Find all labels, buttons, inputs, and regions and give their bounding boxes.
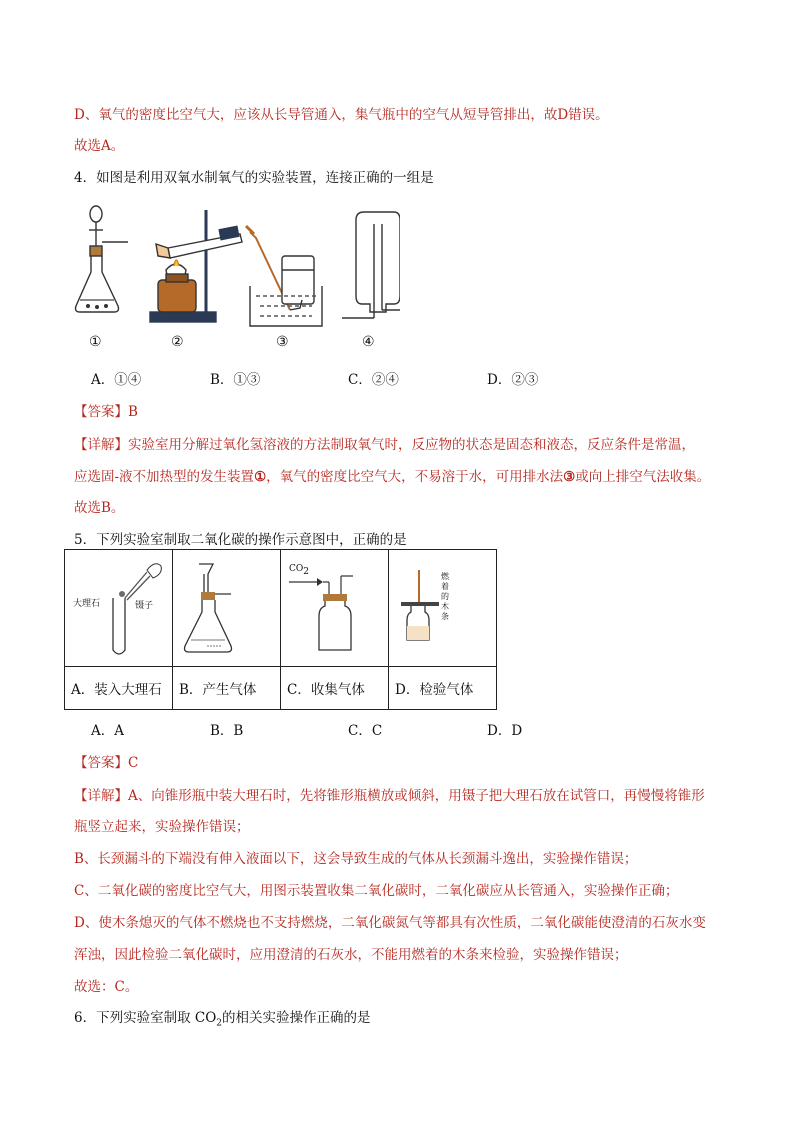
q4-fig-label-4: ④ bbox=[362, 334, 375, 350]
apparatus-1-flask-with-funnel bbox=[76, 206, 129, 312]
q5-choose: 故选：C。 bbox=[74, 979, 139, 995]
q4-stem: 4．如图是利用双氧水制氧气的实验装置，连接正确的一组是 bbox=[74, 170, 434, 186]
prev-answer-d-line: D、氧气的密度比空气大，应该从长导管通入，集气瓶中的空气从短导管排出，故D错误。 bbox=[74, 107, 609, 123]
q5-detail-a1: A、向锥形瓶中装大理石时，先将锥形瓶横放或倾斜，用镊子把大理石放在试管口，再慢慢将锥形 bbox=[128, 788, 705, 804]
q4-detail-text-1: 实验室用分解过氧化氢溶液的方法制取氧气时，反应物的状态是固态和液态，反应条件是常温， bbox=[128, 437, 695, 453]
prev-answer-choose: 故选A。 bbox=[74, 138, 125, 154]
q5-option-d: D．D bbox=[487, 723, 523, 739]
apparatus-4-gas-bottle bbox=[342, 212, 400, 318]
q4-option-b: B．①③ bbox=[210, 372, 261, 388]
q4-answer-tag: 【答案】 bbox=[74, 404, 128, 420]
q4-answer-value: B bbox=[128, 404, 138, 420]
q5-caption-d: D．检验气体 bbox=[389, 667, 497, 710]
q4-option-d: D．②③ bbox=[487, 372, 539, 388]
q4-detail-tag: 【详解】 bbox=[74, 437, 128, 453]
q5-detail-tag: 【详解】 bbox=[74, 788, 128, 804]
q4-detail-text-2a: 应选固-液不加热型的发生装置 bbox=[74, 469, 255, 485]
burning-stick-bottle-icon bbox=[389, 550, 490, 666]
q4-fig-label-1: ① bbox=[89, 334, 102, 350]
q5-cell-b-figure bbox=[173, 550, 281, 667]
co2-label: $CO_2$ bbox=[289, 564, 309, 577]
q4-answer bbox=[74, 400, 138, 420]
tweezers-label: 镊子 bbox=[135, 601, 154, 611]
q4-detail-text-2c: ，氧气的密度比空气大，不易溶于水，可用排水法 bbox=[266, 469, 564, 485]
q5-answer bbox=[74, 751, 138, 771]
funnel-flask-icon bbox=[173, 550, 274, 666]
q5-answer-value: C bbox=[128, 755, 139, 771]
q4-option-c: C．②④ bbox=[348, 372, 399, 388]
apparatus-3-water-collection bbox=[246, 226, 322, 326]
q6-stem-b: 的相关实验操作正确的是 bbox=[222, 1010, 371, 1026]
q4-detail-circle-3: ③ bbox=[563, 469, 576, 485]
q5-cell-a-figure bbox=[65, 550, 173, 667]
q5-cell-c-figure bbox=[281, 550, 389, 667]
apparatus-2-heating-setup bbox=[150, 210, 242, 322]
q4-detail-text-2e: 或向上排空气法收集。 bbox=[575, 469, 711, 485]
q4-option-a: A．①④ bbox=[91, 372, 142, 388]
q4-fig-label-3: ③ bbox=[276, 334, 289, 350]
q6-stem-a: 6．下列实验室制取 CO bbox=[74, 1010, 217, 1026]
q5-detail-line-a1 bbox=[74, 784, 705, 804]
q5-detail-a2: 瓶竖立起来，实验操作错误； bbox=[74, 819, 250, 835]
q5-option-a: A．A bbox=[91, 723, 124, 739]
q5-option-c: C．C bbox=[348, 723, 383, 739]
gas-bottle-arrow-icon bbox=[281, 550, 382, 666]
q5-detail-b: B、长颈漏斗的下端没有伸入液面以下，这会导致生成的气体从长颈漏斗逸出，实验操作错误； bbox=[74, 851, 638, 867]
q6-stem bbox=[74, 1006, 371, 1029]
q4-detail-line-1 bbox=[74, 433, 695, 453]
q5-detail-c: C、二氧化碳的密度比空气大，用图示装置收集二氧化碳时，二氧化碳应从长管通入，实验操作正确； bbox=[74, 883, 679, 899]
q4-choose: 故选B。 bbox=[74, 500, 125, 516]
marble-label: 大理石 bbox=[73, 599, 101, 609]
q4-detail-line-2 bbox=[74, 465, 710, 485]
q6-stem-sub: 2 bbox=[216, 1018, 223, 1029]
q5-answer-tag: 【答案】 bbox=[74, 755, 128, 771]
q5-operations-table bbox=[64, 549, 497, 710]
burning-stick-label: 燃 着 的 木 条 bbox=[441, 572, 449, 621]
q4-fig-label-2: ② bbox=[171, 334, 184, 350]
q5-detail-d1: D、使木条熄灭的气体不燃烧也不支持燃烧，二氧化碳氮气等都具有次性质，二氧化碳能使澄清的石灰水变 bbox=[74, 915, 706, 931]
q4-detail-circle-1: ① bbox=[254, 469, 267, 485]
q5-caption-c: C．收集气体 bbox=[281, 667, 389, 710]
q5-cell-d-figure bbox=[389, 550, 497, 667]
q5-caption-a: A．装入大理石 bbox=[65, 667, 173, 710]
q5-stem: 5．下列实验室制取二氧化碳的操作示意图中，正确的是 bbox=[74, 532, 407, 548]
q5-caption-b: B．产生气体 bbox=[173, 667, 281, 710]
q5-option-b: B．B bbox=[210, 723, 244, 739]
q5-detail-d2: 浑浊，因此检验二氧化碳时，应用澄清的石灰水，不能用燃着的木条来检验，实验操作错误； bbox=[74, 947, 628, 963]
q4-apparatus-figure bbox=[60, 200, 400, 332]
